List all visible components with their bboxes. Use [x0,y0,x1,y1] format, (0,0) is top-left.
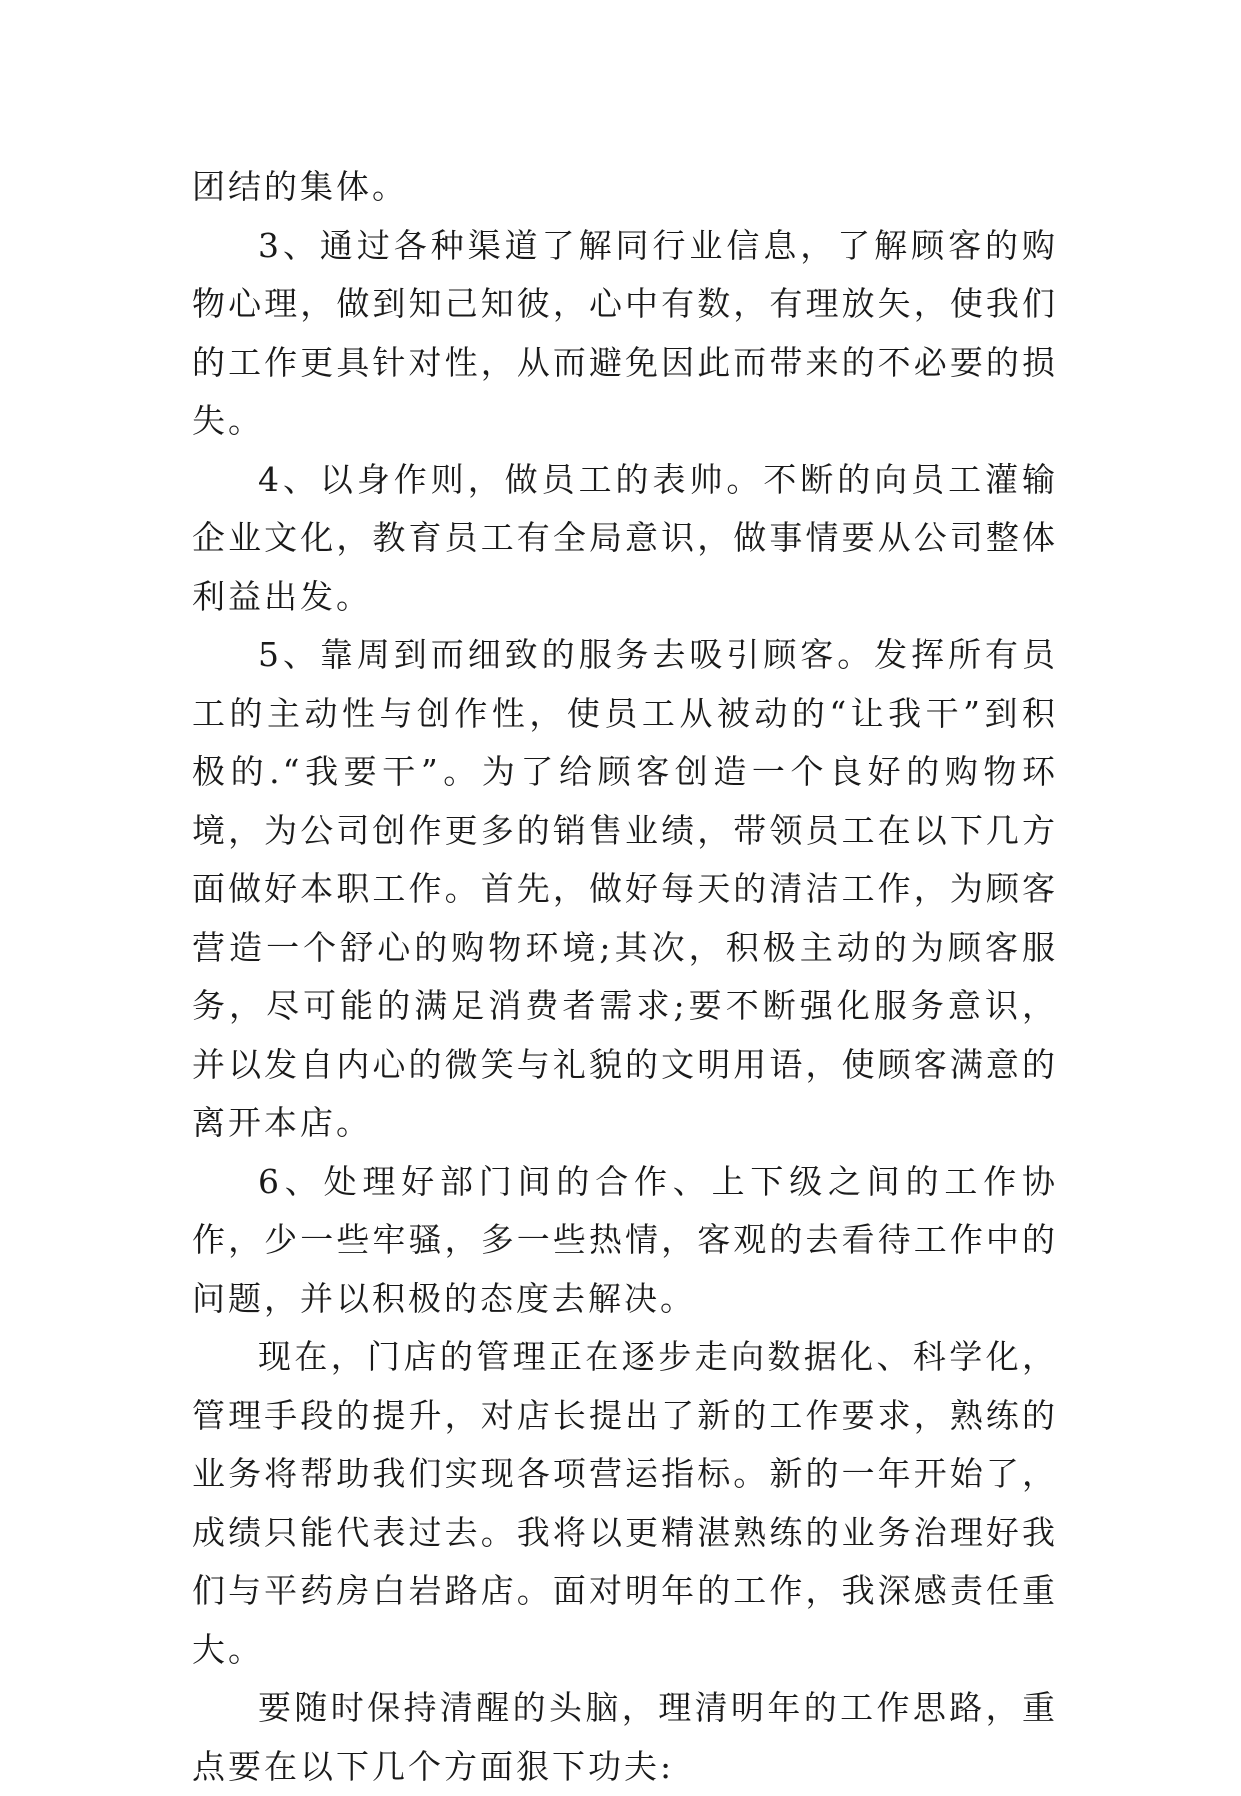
paragraph-6: 现在，门店的管理正在逐步走向数据化、科学化，管理手段的提升，对店长提出了新的工作要求，熟练的业务将帮助我们实现各项营运指标。新的一年开始了，成绩只能代表过去。我将以更精湛熟练的业务治理好我们与平药房白岩路店。面对明年的工作，我深感责任重大。 [192,1337,1058,1669]
paragraph-7: 要随时保持清醒的头脑，理清明年的工作思路，重点要在以下几个方面狠下功夫: [192,1688,1058,1786]
paragraph-5: 6、处理好部门间的合作、上下级之间的工作协作，少一些牢骚，多一些热情，客观的去看待工作中的问题，并以积极的态度去解决。 [192,1161,1058,1318]
paragraph-3: 4、以身作则，做员工的表帅。不断的向员工灌输企业文化，教育员工有全局意识，做事情要从公司整体利益出发。 [192,459,1058,616]
paragraph-4: 5、靠周到而细致的服务去吸引顾客。发挥所有员工的主动性与创作性，使员工从被动的“让我干”到积极的.“我要干”。为了给顾客创造一个良好的购物环境，为公司创作更多的销售业绩，带领员工在以下几方面做好本职工作。首先，做好每天的清洁工作，为顾客营造一个舒心的购物环境;其次，积极主动的为顾客服务，尽可能的满足消费者需求;要不断强化服务意识，并以发自内心的微笑与礼貌的文明用语，使顾客满意的离开本店。 [192,635,1058,1142]
document-body [192,158,1058,1796]
paragraph-1: 团结的集体。 [192,167,408,206]
paragraph-2: 3、通过各种渠道了解同行业信息，了解顾客的购物心理，做到知己知彼，心中有数，有理放矢，使我们的工作更具针对性，从而避免因此而带来的不必要的损失。 [192,225,1058,440]
